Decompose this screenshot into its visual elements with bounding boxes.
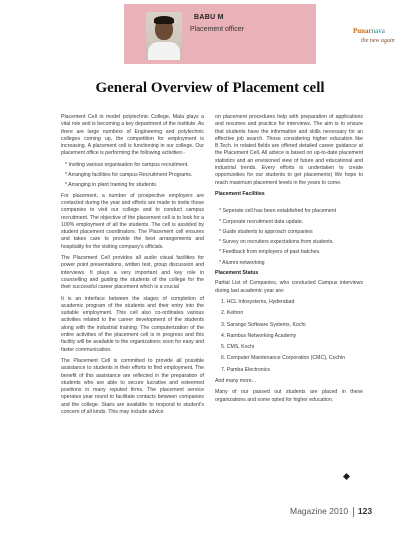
company-item: 5. CMS, Kochi — [221, 344, 255, 351]
footer-divider — [353, 507, 354, 517]
status-heading: Placement Status — [215, 270, 259, 277]
person-name: BABU M — [194, 14, 224, 21]
end-diamond-icon — [343, 473, 350, 480]
company-item: 7. Pamba Electronics — [221, 366, 271, 373]
left-column — [61, 114, 204, 420]
closing-paragraph: Many of our passed out students are placed in these organizations and some opted for higher education. — [215, 389, 363, 403]
activity-item: * Arranging in plant training for students. — [65, 182, 158, 189]
facility-item: * Corporate recruitment data update. — [219, 218, 304, 225]
footer-magazine: Magazine 2010 — [290, 506, 349, 516]
paragraph: The Placement Cell is committed to provide all possible assistance to students in their efforts to find employment. The benefit of this assistance are reflected in the preparation of students who are able to secure lucrative and esteemed positions in many reputed firms. The placement service operates year round to facilitate contacts between companies and the college. Stairs are available to respond to student's concern of all kinds. This may include advice — [61, 357, 204, 415]
more-note: And many more... — [215, 378, 256, 385]
company-item: 4. Rambus Networking Academy — [221, 332, 297, 339]
company-item: 3. Sarango Software Systems, Kochi — [221, 321, 306, 328]
facility-item: * Survey on recruiters expectations from students. — [219, 239, 334, 246]
photo-shirt — [148, 42, 180, 60]
facility-item: * Alumni networking — [219, 259, 265, 266]
status-intro: Partial List of Companies, who conducted Campus interviews during last academic year are: — [215, 280, 363, 294]
photo-hair — [154, 16, 174, 24]
paragraph: It is an interface between the stages of completion of academic program of the students and their entry into the suitable employment. This cell also co-ordinates various activities related to the career development of the students along with the industrial training. The computerization of the entire activities of the placement cell is in progress and this facility will be available to the organizations soon for easy and faster communication. — [61, 295, 204, 353]
magazine-logo — [353, 27, 385, 35]
company-item: 6. Computer Maintenance Corporation (CMC), Cochin — [221, 355, 345, 362]
paragraph: Placement Cell in model polytechnic College, Mala plays a vital role and is becoming a key department of the institute. As there are large numbers of Engineering and polytechnic colleges coming up, the competition for employment is increasing. A placement cell is functioning in our college. Our placement office is performing the following activities:- — [61, 114, 204, 157]
right-column — [215, 114, 363, 408]
magazine-logo-part-a: Punar — [353, 27, 372, 35]
company-list — [215, 299, 363, 374]
facilities-heading: Placement Facilities — [215, 190, 265, 197]
page-title: General Overview of Placement cell — [95, 80, 325, 96]
paragraph: on placement procedures help with preparation of applications and resumes and practice for interviews. The aim is to ensure that students have the information and skills necessary for an effective job search. Those considering higher education like B.Tech. in related fields are offered detailed career guidance at the Placement Cell. All advice is based on up-to-date placement statistics and an envisioned view of future and educational and industrial trends. Every efforts is undertaken to create opportunities for our students to get placements) We hope to reach maximum placement levels in the years to come. — [215, 114, 363, 186]
company-item: 1. HCL Infosystems, Hyderabad — [221, 298, 295, 305]
page-footer — [290, 506, 372, 517]
company-item: 2. Keltron — [221, 310, 244, 317]
person-role: Placement officer — [190, 26, 244, 33]
facility-item: * Feedback from employers of past batches. — [219, 249, 321, 256]
paragraph: For placement, a number of prospective employers are contacted during the year and efforts are made to invite those companies to visit our college and to conduct campus recruitment. The objective of the placement cell is to look for a 100% employment of all the students. The cell is assisted by student placement coordinators. The Placement cell ensures and takes care to provide the best arrangements and hospitality for the visiting company's officials. — [61, 192, 204, 250]
activity-item: * Inviting various organisation for campus recruitment. — [65, 161, 189, 168]
page-number: 123 — [357, 506, 373, 516]
facility-item: * Guide students to approach companies — [219, 228, 313, 235]
paragraph: The Placement Cell provides all audio visual facilities for power point presentations, written test, group discussion and interviews. It plays a very important and key role in counselling and guiding the students of the college for the their successful career placement which is a crucial — [61, 255, 204, 291]
placement-officer-photo — [146, 12, 182, 60]
spacer — [215, 201, 363, 208]
facility-item: * Seperate cell has been established for placement — [219, 208, 337, 215]
activity-item: * Arranging facilities for campus Recruitment Programs. — [65, 172, 193, 179]
magazine-tagline: the new again — [361, 38, 395, 44]
magazine-logo-part-b: nava — [371, 27, 385, 35]
